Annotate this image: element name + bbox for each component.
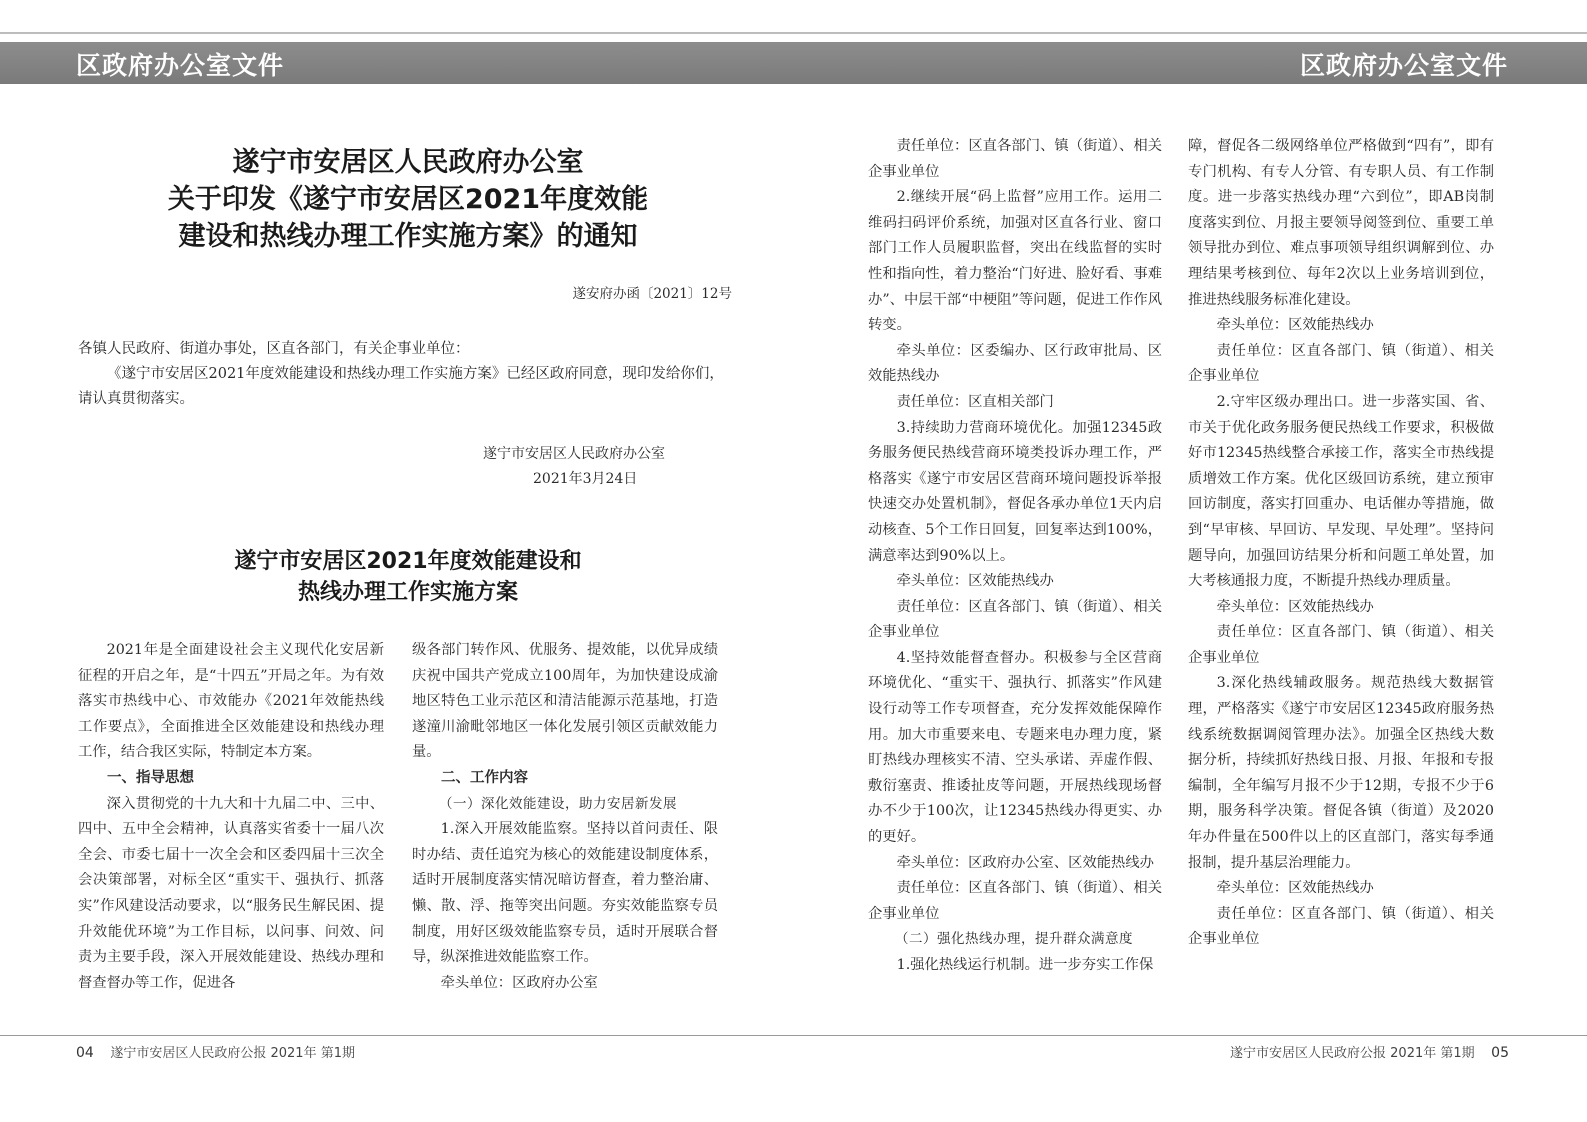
paragraph: 牵头单位：区效能热线办: [1216, 598, 1374, 615]
page-number-left: 04: [76, 1045, 94, 1061]
header-bar: [0, 42, 1587, 84]
paragraph: 牵头单位：区委编办、区行政审批局、区效能热线办: [868, 342, 1162, 385]
left-page: [78, 100, 738, 1010]
paragraph: 责任单位：区直各部门、镇（街道）、相关企事业单位: [868, 138, 1162, 180]
paragraph: 级各部门转作风、优服务、提效能，以优异成绩庆祝中国共产党成立100周年，为加快建设成渝地区特色工业示范区和清洁能源示范基地，打造遂潼川渝毗邻地区一体化发展引领区贡献效能力量。: [412, 642, 718, 761]
notice-title-line: 关于印发《遂宁市安居区2021年度效能: [167, 184, 649, 215]
notice-title: [78, 144, 738, 255]
footer-publication-left: 遂宁市安居区人民政府公报 2021年 第1期: [110, 1046, 355, 1061]
paragraph: 2.继续开展“码上监督”应用工作。运用二维码扫码评价系统，加强对区直各行业、窗口部门工作人员履职监督，突出在线监督的实时性和指向性，着力整治“门好进、脸好看、事难办”、中层干部“中梗阻”等问题，促进工作作风转变。: [868, 189, 1162, 334]
footer-right: [1230, 1042, 1509, 1061]
paragraph: 责任单位：区直各部门、镇（街道）、相关企事业单位: [868, 598, 1162, 641]
header-title-right: 区政府办公室文件: [1300, 51, 1509, 80]
paragraph: 3.深化热线辅政服务。规范热线大数据管理，严格落实《遂宁市安居区12345政府服务热线系统数据调阅管理办法》。加强全区热线大数据分析，持续抓好热线日报、月报、年报和专报编制，全年编写月报不少于12期，专报不少于6期，服务科学决策。督促各镇（街道）及2020年办件量在500件以上的区直部门，落实每季通报制，提升基层治理能力。: [1188, 675, 1494, 871]
issue-date: 2021年3月24日: [533, 471, 638, 487]
paragraph: 4.坚持效能督查督办。积极参与全区营商环境优化、“重实干、强执行、抓落实”作风建设行动等工作专项督查，充分发挥效能保障作用。加大市重要来电、专题来电办理力度，紧盯热线办理核实不清、空头承诺、弄虚作假、敷衍塞责、推诿扯皮等问题，开展热线现场督办不少于100次，让12345热线办得更实、办的更好。: [868, 649, 1162, 846]
notice-body: 《遂宁市安居区2021年度效能建设和热线办理工作实施方案》已经区政府同意，现印发给你们，请认真贯彻落实。: [78, 366, 724, 407]
plan-column-2: [412, 638, 718, 996]
paragraph: 牵头单位：区政府办公室、区效能热线办: [896, 854, 1154, 871]
subsection-heading: （二）强化热线办理，提升群众满意度: [895, 931, 1133, 948]
section-heading-guiding: 一、指导思想: [107, 769, 194, 786]
plan-column-3: [868, 134, 1162, 979]
notice-title-line: 遂宁市安居区人民政府办公室: [232, 147, 584, 178]
page-number-right: 05: [1491, 1045, 1509, 1061]
paragraph: 2.守牢区级办理出口。进一步落实国、省、市关于优化政务服务便民热线工作要求，积极做好市12345热线整合承接工作，落实全市热线提质增效工作方案。优化区级回访系统，建立预审回访制度，落实打回重办、电话催办等措施，做到“早审核、早回访、早发现、早处理”。坚持问题导向，加强回访结果分析和问题工单处置，加大考核通报力度，不断提升热线办理质量。: [1188, 393, 1494, 590]
plan-title: [78, 546, 738, 608]
issuer: 遂宁市安居区人民政府办公室: [483, 446, 665, 462]
top-rule: [0, 32, 1587, 34]
salutation: 各镇人民政府、街道办事处，区直各部门，有关企事业单位：: [78, 341, 470, 357]
footer-publication-right: 遂宁市安居区人民政府公报 2021年 第1期: [1230, 1046, 1475, 1061]
paragraph: 牵头单位：区效能热线办: [1216, 317, 1374, 334]
paragraph: 责任单位：区直各部门、镇（街道）、相关企事业单位: [868, 880, 1162, 922]
lead-unit: 牵头单位：区政府办公室: [440, 974, 598, 991]
notice-title-line: 建设和热线办理工作实施方案》的通知: [178, 221, 638, 252]
paragraph: 1.深入开展效能监察。坚持以首问责任、限时办结、责任追究为核心的效能建设制度体系，适时开展制度落实情况暗访督查，着力整治庸、懒、散、浮、拖等突出问题。夯实效能监察专员制度，用好区级效能监察专员，适时开展联合督导，纵深推进效能监察工作。: [412, 821, 718, 966]
document-number: 遂安府办函〔2021〕12号: [572, 286, 732, 302]
right-page: [868, 100, 1510, 1010]
paragraph: 1.强化热线运行机制。进一步夯实工作保: [896, 957, 1154, 973]
header-title-left: 区政府办公室文件: [76, 51, 285, 80]
paragraph: 责任单位：区直各部门、镇（街道）、相关企事业单位: [1188, 624, 1494, 666]
paragraph: 责任单位：区直相关部门: [896, 393, 1054, 410]
section-heading-work: 二、工作内容: [441, 769, 528, 786]
paragraph: 牵头单位：区效能热线办: [1216, 880, 1374, 897]
footer-rule: [0, 1035, 1587, 1036]
plan-title-line: 遂宁市安居区2021年度效能建设和: [234, 549, 582, 574]
paragraph: 3.持续助力营商环境优化。加强12345政务服务便民热线营商环境类投诉办理工作，严格落实《遂宁市安居区营商环境问题投诉举报快速交办处置机制》，督促各承办单位1天内启动核查、5个工作日回复，回复率达到100%，满意率达到90%以上。: [868, 419, 1162, 564]
paragraph: 牵头单位：区效能热线办: [896, 573, 1054, 590]
paragraph: 深入贯彻党的十九大和十九届二中、三中、四中、五中全会精神，认真落实省委十一届八次全会、市委七届十一次全会和区委四届十三次全会决策部署，对标全区“重实干、强执行、抓落实”作风建设活动要求，以“服务民生解民困、提升效能优环境”为工作目标，以问事、问效、问责为主要手段，深入开展效能建设、热线办理和督查督办等工作，促进各: [78, 795, 384, 991]
plan-column-4: [1188, 134, 1494, 953]
paragraph: 2021年是全面建设社会主义现代化安居新征程的开启之年，是“十四五”开局之年。为有效落实市热线中心、市效能办《2021年效能热线工作要点》，全面推进全区效能建设和热线办理工作，结合我区实际，特制定本方案。: [78, 642, 384, 761]
plan-column-1: [78, 638, 384, 996]
paragraph: 障，督促各二级网络单位严格做到“四有”，即有专门机构、有专人分管、有专职人员、有工作制度。进一步落实热线办理“六到位”，即AB岗制度落实到位、月报主要领导阅签到位、重要工单领导批办到位、难点事项领导组织调解到位、办理结果考核到位、每年2次以上业务培训到位，推进热线服务标准化建设。: [1188, 138, 1494, 308]
footer-left: [76, 1042, 355, 1061]
paragraph: 责任单位：区直各部门、镇（街道）、相关企事业单位: [1188, 905, 1494, 948]
subsection-heading: （一）深化效能建设，助力安居新发展: [439, 795, 677, 812]
plan-title-line: 热线办理工作实施方案: [297, 580, 518, 605]
paragraph: 责任单位：区直各部门、镇（街道）、相关企事业单位: [1188, 342, 1494, 385]
